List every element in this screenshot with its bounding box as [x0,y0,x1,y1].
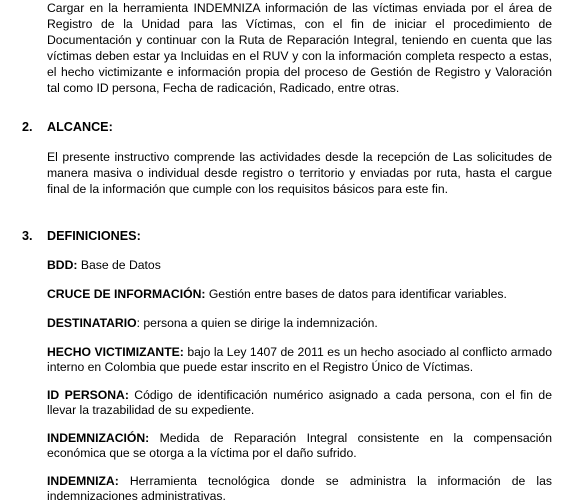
intro-paragraph: Cargar en la herramienta INDEMNIZA información de las víctimas enviada por el área de Registro de la Unidad para las Víctimas, con el fin de iniciar el procedimiento de Documentación y continuar con la Ruta de Reparación Integral, teniendo en cuenta que las víctimas deben estar ya Incluidas en el RUV y con la información completa respecto a estas, el hecho victimizante e información propia del proceso de Gestión de Registro y Valoración tal como ID persona, Fecha de radicación, Radicado, entre otras. [47,1,552,95]
section-3-heading [22,229,141,243]
definition-term: INDEMNIZA: [47,474,119,488]
definition-text: Medida de Reparación Integral consistente en la compensación económica que se otorga a la víctima por el daño sufrido. [47,431,552,460]
definition-term: INDEMNIZACIÓN: [47,431,150,445]
section-2-number: 2. [22,120,33,134]
definition-text: Gestión entre bases de datos para identificar variables. [205,287,507,301]
definition-id-persona [47,388,552,418]
definition-term: DESTINATARIO [47,316,137,330]
definition-term: CRUCE DE INFORMACIÓN: [47,287,206,301]
definition-bdd [47,258,552,273]
definition-text: Código de identificación numérico asignado a cada persona, con el fin de llevar la trazabilidad de su expediente. [47,388,552,417]
section-3-title: DEFINICIONES: [47,229,141,243]
definition-indemnizacion [47,431,552,461]
definition-cruce-de-informacion [47,287,552,302]
definition-hecho-victimizante [47,345,552,375]
definition-term: HECHO VICTIMIZANTE: [47,345,184,359]
section-2-title: ALCANCE: [47,120,113,134]
section-2-heading [22,120,113,134]
definition-term: BDD: [47,258,78,272]
definition-text: bajo la Ley 1407 de 2011 es un hecho asociado al conflicto armado interno en Colombia que puede estar inscrito en el Registro Único de Víctimas. [47,345,553,374]
definition-term: ID PERSONA: [47,388,129,402]
definition-text: Base de Datos [77,258,161,272]
definition-destinatario [47,316,552,331]
section-2-body: El presente instructivo comprende las actividades desde la recepción de Las solicitudes de manera masiva o individual desde registro o territorio y enviadas por ruta, hasta el cargue final de la información que cumple con los requisitos básicos para este fin. [47,150,552,196]
section-3-number: 3. [22,229,33,243]
definition-text: : persona a quien se dirige la indemnización. [136,316,378,330]
definition-text: Herramienta tecnológica donde se administra la información de las indemnizaciones administrativas. [47,474,552,503]
